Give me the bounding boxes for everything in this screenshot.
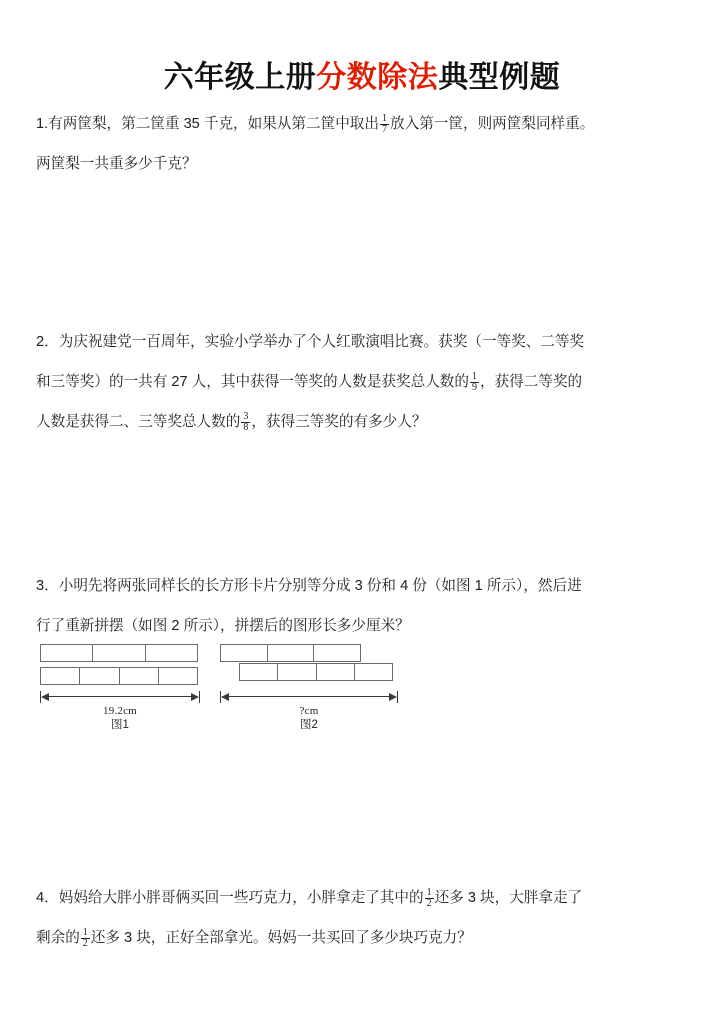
bar-cell [240, 664, 278, 680]
figure-1-dimension [40, 691, 200, 733]
dimension-line [220, 691, 398, 703]
problem-2-text-1: 为庆祝建党一百周年，实验小学举办了个人红歌演唱比赛。获奖（一等奖、二等奖 [58, 334, 585, 350]
problem-2-line-1 [36, 322, 688, 362]
problem-2-text-2a: 和三等奖）的一共有 27 人，其中获得一等奖的人数是获奖总人数的 [36, 374, 469, 390]
problem-3-line-2: 行了重新拼摆（如图 2 所示），拼摆后的图形长多少厘米？ [36, 618, 410, 634]
figures-group [36, 644, 688, 734]
problem-3-line-1 [36, 566, 688, 606]
fraction-one-half-first [425, 888, 434, 909]
problem-1-text-a: 有两筐梨，第二筐重 35 千克，如果从第二筐中取出 [48, 116, 379, 132]
arrow-right-icon [191, 693, 199, 701]
bar-cell [41, 645, 93, 661]
fraction-numerator: 1 [382, 113, 387, 124]
fraction-one-half-second [81, 928, 90, 949]
dimension-rule [46, 696, 194, 697]
problem-4-text-2b: 还多 3 块，正好全部拿光。妈妈一共买回了多少块巧克力？ [90, 930, 472, 946]
page-title [0, 60, 724, 96]
fraction-numerator: 1 [471, 371, 477, 382]
problem-4-text-1b: 还多 3 块，大胖拿走了 [434, 890, 583, 906]
page-title-suffix: 典型例题 [438, 61, 561, 95]
bar-cell [159, 668, 197, 684]
figure-2-top-bar [220, 644, 361, 662]
figure-2-dimension [220, 691, 398, 733]
fraction-denominator: 7 [382, 124, 387, 136]
fraction-denominator: 2 [426, 898, 432, 910]
dimension-rule [226, 696, 392, 697]
figure-2 [220, 644, 398, 731]
fraction-one-seventh [380, 114, 389, 135]
bar-cell [268, 645, 315, 661]
problem-3-text-1: 小明先将两张同样长的长方形卡片分别等分成 3 份和 4 份（如图 1 所示），然后进 [58, 578, 582, 594]
problem-4-line-1 [36, 878, 688, 918]
fraction-denominator: 9 [471, 382, 477, 394]
problem-1-line-2: 两筐梨一共重多少千克？ [36, 156, 197, 172]
figure-1-bars [40, 644, 200, 688]
page-title-highlight: 分数除法 [316, 61, 439, 95]
problem-1-number: 1. [36, 116, 49, 132]
problem-4-text-2a: 剩余的 [36, 930, 80, 946]
figure-2-caption: 图2 [300, 719, 318, 731]
problem-4 [36, 878, 688, 958]
problem-1-text-b: 放入第一筐，则两筐梨同样重。 [390, 116, 595, 132]
bar-cell [221, 645, 268, 661]
bar-cell [146, 645, 197, 661]
figure-1 [40, 644, 200, 731]
bar-cell [317, 664, 355, 680]
problem-2-line-2 [36, 362, 688, 402]
dimension-line [40, 691, 200, 703]
problem-3-number: 3． [36, 578, 59, 594]
fraction-numerator: 3 [243, 411, 249, 422]
bar-cell [120, 668, 159, 684]
page-title-prefix: 六年级上册 [163, 61, 317, 95]
figure-2-bottom-bar [239, 663, 393, 681]
bar-cell [41, 668, 80, 684]
figure-1-caption: 图1 [111, 719, 129, 731]
bar-cell [278, 664, 316, 680]
problem-3 [36, 566, 688, 646]
figure-1-dimension-label: 19.2cm [103, 705, 137, 717]
bar-cell [355, 664, 392, 680]
fraction-numerator: 1 [82, 927, 88, 938]
problem-2 [36, 322, 688, 442]
figure-2-bars [220, 644, 398, 688]
fraction-denominator: 8 [243, 422, 249, 434]
figure-2-dimension-label: ?cm [299, 705, 319, 717]
bar-cell [80, 668, 119, 684]
problem-2-text-3b: ，获得三等奖的有多少人？ [251, 414, 427, 430]
fraction-numerator: 1 [426, 887, 432, 898]
problem-2-line-3 [36, 402, 688, 442]
problem-2-text-3a: 人数是获得二、三等奖总人数的 [36, 414, 241, 430]
fraction-three-eighths [241, 412, 250, 433]
problem-1 [36, 104, 688, 184]
fraction-one-ninth [470, 372, 479, 393]
figure-1-bottom-bar [40, 667, 198, 685]
figure-1-top-bar [40, 644, 198, 662]
arrow-left-icon [41, 693, 49, 701]
problem-4-line-2 [36, 918, 688, 958]
arrow-left-icon [221, 693, 229, 701]
problem-2-number: 2． [36, 334, 59, 350]
problem-4-text-1a: 妈妈给大胖小胖哥俩买回一些巧克力，小胖拿走了其中的 [58, 890, 424, 906]
fraction-denominator: 2 [82, 938, 88, 950]
problem-1-line-1 [36, 104, 688, 144]
bar-cell [314, 645, 360, 661]
problem-4-number: 4． [36, 890, 59, 906]
bar-cell [93, 645, 145, 661]
problem-2-text-2b: ，获得二等奖的 [479, 374, 583, 390]
arrow-right-icon [389, 693, 397, 701]
